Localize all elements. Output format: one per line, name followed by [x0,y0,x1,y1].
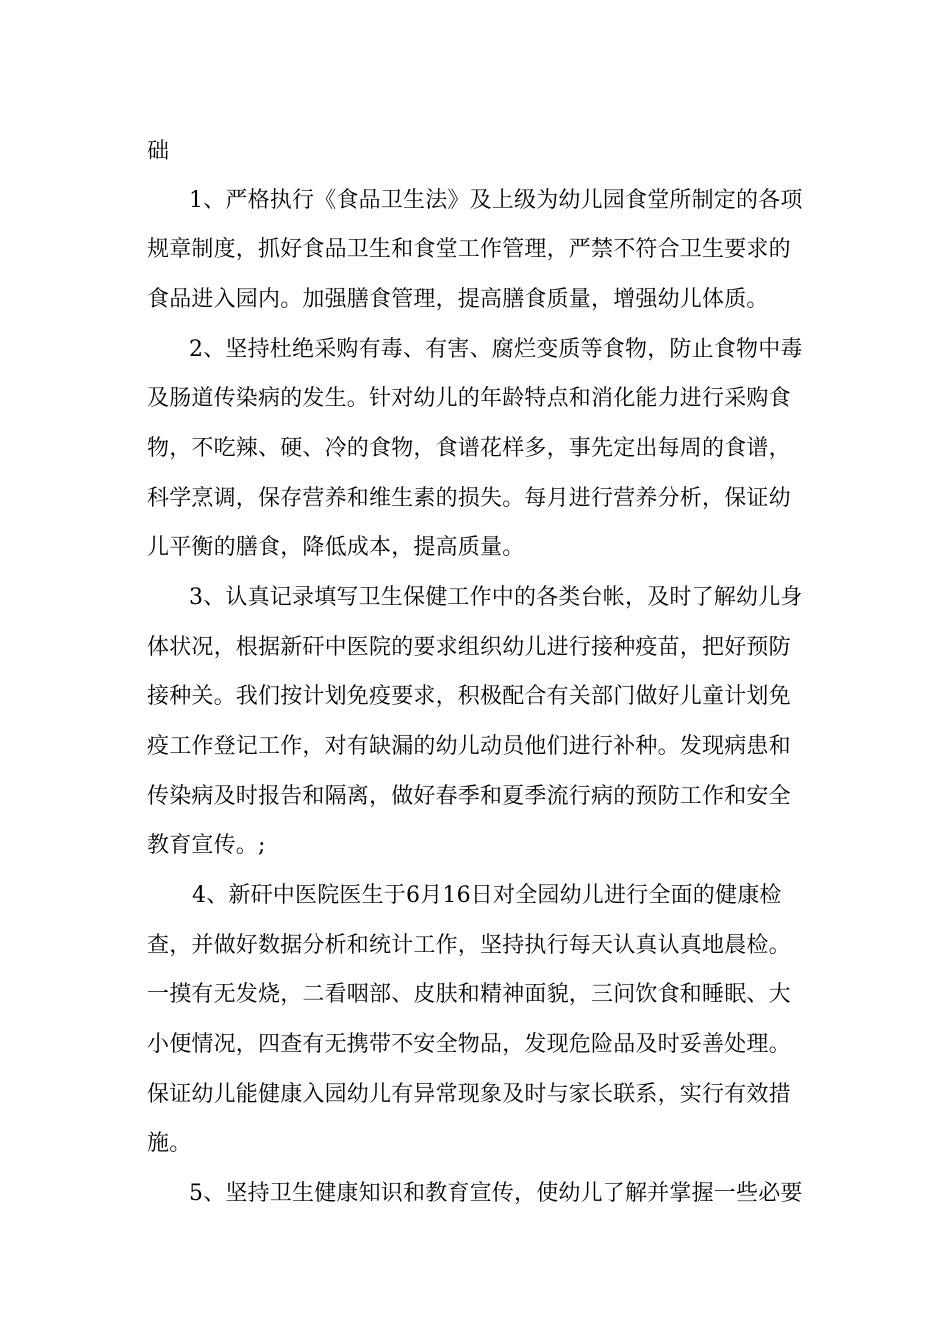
text-line-continuation: 础 [147,139,170,164]
paragraph-2-line-1: 2、坚持杜绝采购有毒、有害、腐烂变质等食物，防止食物中毒 [189,337,803,362]
paragraph-4-line-4: 小便情况，四查有无携带不安全物品，发现危险品及时妥善处理。 [147,1032,791,1057]
paragraph-1-line-2: 规章制度，抓好食品卫生和食堂工作管理，严禁不符合卫生要求的 [147,237,791,262]
paragraph-3-line-5: 传染病及时报告和隔离，做好春季和夏季流行病的预防工作和安全 [147,784,791,809]
paragraph-4-line-5: 保证幼儿能健康入园幼儿有异常现象及时与家长联系，实行有效措 [147,1082,791,1107]
paragraph-4-line-1: 4、新矸中医院医生于6月16日对全园幼儿进行全面的健康检 [192,883,782,908]
paragraph-4-line-6: 施。 [147,1131,192,1156]
paragraph-2-line-5: 儿平衡的膳食，降低成本，提高质量。 [147,535,525,560]
paragraph-3-line-3: 接种关。我们按计划免疫要求，积极配合有关部门做好儿童计划免 [147,684,791,709]
paragraph-4-line-3: 一摸有无发烧，二看咽部、皮肤和精神面貌，三问饮食和睡眠、大 [147,982,791,1007]
paragraph-3-line-1: 3、认真记录填写卫生保健工作中的各类台帐，及时了解幼儿身 [189,585,803,610]
paragraph-3-line-6: 教育宣传。; [147,833,266,858]
paragraph-1-line-3: 食品进入园内。加强膳食管理，提高膳食质量，增强幼儿体质。 [147,287,769,312]
paragraph-2-line-4: 科学烹调，保存营养和维生素的损失。每月进行营养分析，保证幼 [147,486,791,511]
paragraph-3-line-2: 体状况，根据新矸中医院的要求组织幼儿进行接种疫苗，把好预防 [147,635,791,660]
paragraph-4-line-2: 查，并做好数据分析和统计工作，坚持执行每天认真认真地晨检。 [147,933,791,958]
paragraph-3-line-4: 疫工作登记工作，对有缺漏的幼儿动员他们进行补种。发现病患和 [147,734,791,759]
paragraph-1-line-1: 1、严格执行《食品卫生法》及上级为幼儿园食堂所制定的各项 [189,188,803,213]
paragraph-5-line-1: 5、坚持卫生健康知识和教育宣传，使幼儿了解并掌握一些必要 [189,1181,803,1206]
paragraph-2-line-3: 物，不吃辣、硬、冷的食物，食谱花样多，事先定出每周的食谱， [147,436,791,461]
paragraph-2-line-2: 及肠道传染病的发生。针对幼儿的年龄特点和消化能力进行采购食 [147,386,791,411]
